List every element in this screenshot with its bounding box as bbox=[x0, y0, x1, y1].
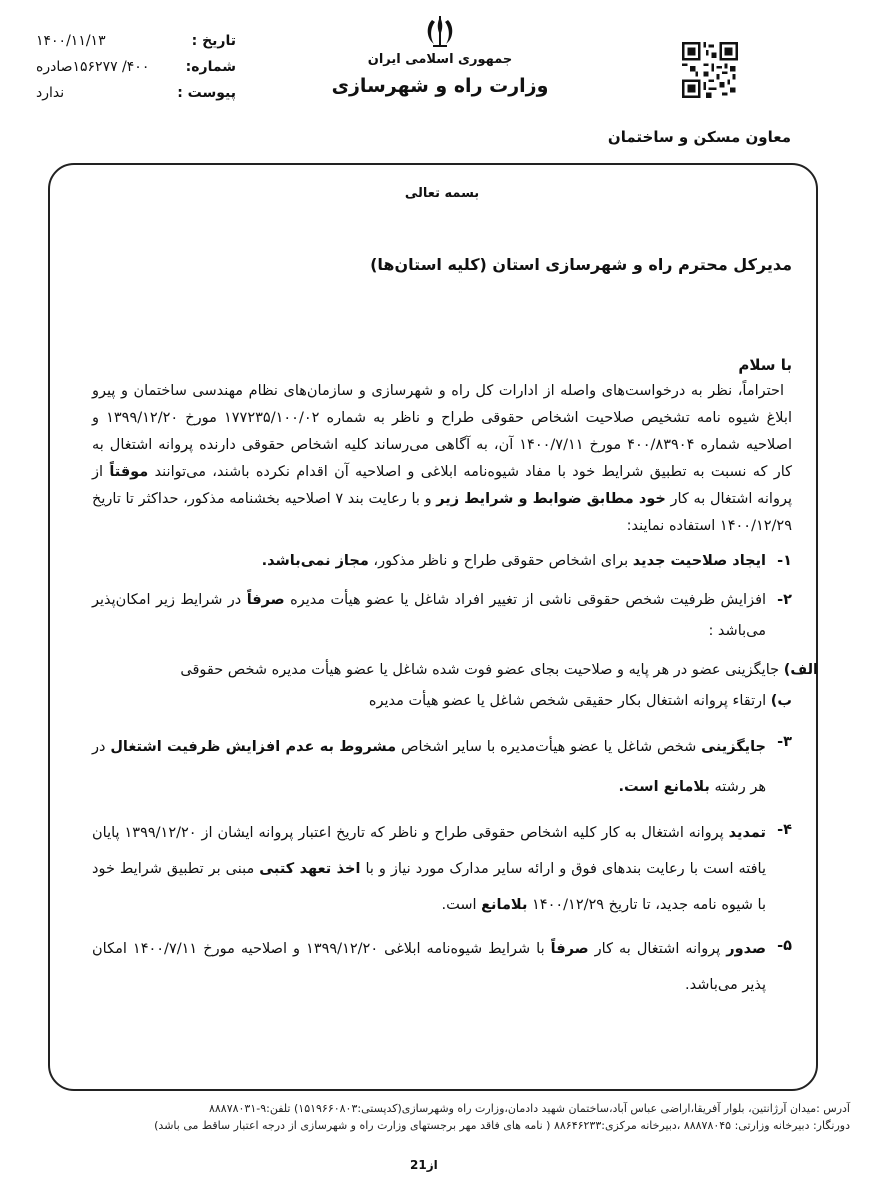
letter-footer bbox=[30, 1100, 850, 1134]
item3-bold-1: جایگزینی bbox=[701, 739, 766, 755]
item3-bold-3: بلامانع است. bbox=[618, 779, 710, 795]
date-label: تاریخ : bbox=[191, 33, 236, 49]
item1-bold-1: ایجاد صلاحیت جدید bbox=[632, 553, 766, 569]
date-row bbox=[36, 28, 236, 54]
attachment-value: ندارد bbox=[36, 85, 65, 101]
intro-text-2: از پروانه اشتغال به کار bbox=[92, 464, 792, 507]
sub-item-b-label: ب) bbox=[770, 693, 792, 709]
number-row bbox=[36, 54, 236, 80]
list-item-4 bbox=[92, 815, 792, 923]
footer-address: آدرس :میدان آرژانتین، بلوار آفریقا،اراضی عباس آباد،ساختمان شهید دادمان،وزارت راه وشهرسازی(کدپستی:۱۵۱۹۶۶۰۸۰۳) تلفن:۹-۸۸۸۷۸۰۳۱ bbox=[208, 1102, 850, 1115]
item-number: ۴- bbox=[777, 822, 792, 838]
number-value: ۴۰۰/ ۱۵۶۲۷۷صادره bbox=[36, 59, 150, 75]
intro-text-1: احتراماً، نظر به درخواست‌های واصله از ادارات کل راه و شهرسازی و سازمان‌های نظام مهندسی ساختمان و پیرو ابلاغ شیوه نامه تشخیص صلاحیت اشخاص حقوقی طراح و ناظر به شماره ۱۷۷۲۳۵/۱۰۰/۰۲ مورخ ۱۳۹۹/۱۲/۲۰ و اصلاحیه شماره ۴۰۰/۸۳۹۰۴ مورخ ۱۴۰۰/۷/۱۱ آن، به آگاهی می‌رساند کلیه اشخاص حقوقی دارنده پروانه اشتغال به کار که نسبت به تطبیق شرایط خود با مفاد شیوه‌نامه ابلاغی و اصلاحیه آن اقدام نکرده باشند، می‌توانند bbox=[92, 383, 793, 480]
bismillah: بسمه تعالی bbox=[404, 186, 480, 201]
qr-code-icon bbox=[682, 42, 738, 98]
item5-bold-1: صدور bbox=[726, 941, 767, 957]
page-number: 2از1 bbox=[410, 1158, 438, 1172]
sub-item-a-text: جایگزینی عضو در هر پایه و صلاحیت بجای عضو فوت شده شاغل یا عضو هیأت مدیره شخص حقوقی bbox=[180, 662, 780, 678]
sub-item-a-label: الف) bbox=[783, 662, 818, 678]
item4-bold-1: تمدید bbox=[728, 825, 767, 841]
list-item-1 bbox=[92, 546, 792, 577]
item5-text-1: پروانه اشتغال به کار bbox=[594, 941, 721, 957]
item3-text-2: در هر رشته bbox=[92, 739, 766, 795]
number-label: شماره: bbox=[185, 59, 236, 75]
letter-meta bbox=[36, 28, 236, 106]
intro-paragraph bbox=[92, 378, 792, 540]
item-number: ۲- bbox=[777, 592, 792, 608]
salutation: با سلام bbox=[738, 356, 792, 374]
attachment-label: پیوست : bbox=[177, 85, 236, 101]
item2-bold-1: صرفاً bbox=[246, 592, 285, 608]
item5-text-2: با شرایط شیوه‌نامه ابلاغی ۱۳۹۹/۱۲/۲۰ و اصلاحیه مورخ ۱۴۰۰/۷/۱۱ امکان پذیر می‌باشد. bbox=[92, 941, 766, 993]
item-number: ۳- bbox=[777, 734, 792, 750]
item4-text-1: پروانه اشتغال به کار کلیه اشخاص حقوقی طراح و ناظر که تاریخ اعتبار پروانه ایشان از ۱۳۹۹/۱۲/۲۰ پایان یافته است با رعایت بندهای فوق و ارائه سایر مدارک مورد نیاز و با bbox=[92, 825, 767, 877]
item4-bold-2: اخذ تعهد کتبی bbox=[259, 861, 361, 877]
item-number: ۵- bbox=[777, 938, 792, 954]
item4-text-3: است. bbox=[441, 897, 477, 913]
sub-item-a bbox=[92, 655, 818, 686]
sub-item-b bbox=[92, 686, 792, 717]
item5-bold-2: صرفاً bbox=[550, 941, 589, 957]
intro-bold-1: موقتاً bbox=[109, 464, 149, 480]
item3-bold-2: مشروط به عدم افزایش ظرفیت اشتغال bbox=[110, 739, 397, 755]
item4-text-2: مبنی بر تطبیق شرایط خود با شیوه نامه جدید، تا تاریخ ۱۴۰۰/۱۲/۲۹ bbox=[92, 861, 766, 913]
letter-body bbox=[92, 186, 818, 1011]
government-name: جمهوری اسلامی ایران bbox=[367, 52, 513, 67]
list-item-2 bbox=[92, 585, 792, 647]
intro-bold-2: خود مطابق ضوابط و شرایط زیر bbox=[436, 491, 666, 507]
item2-text-2: در شرایط زیر امکان‌پذیر می‌باشد : bbox=[92, 592, 766, 639]
letterhead bbox=[330, 14, 550, 97]
deputy-title: معاون مسکن و ساختمان bbox=[607, 128, 791, 146]
addressee: مدیرکل محترم راه و شهرسازی استان (کلیه استان‌ها) bbox=[370, 255, 792, 274]
attachment-row bbox=[36, 80, 236, 106]
list-item-3 bbox=[92, 727, 792, 807]
iran-emblem-icon bbox=[423, 14, 457, 50]
list-item-5 bbox=[92, 931, 792, 1003]
intro-text-3: و با رعایت بند ۷ اصلاحیه بخشنامه مذکور، حداکثر تا تاریخ ۱۴۰۰/۱۲/۲۹ استفاده نمایند: bbox=[92, 491, 792, 534]
item-number: ۱- bbox=[777, 553, 792, 569]
item3-text-1: شخص شاغل یا عضو هیأت‌مدیره با سایر اشخاص bbox=[400, 739, 697, 755]
item2-text-1: افزایش ظرفیت شخص حقوقی ناشی از تغییر افراد شاغل یا عضو هیأت مدیره bbox=[290, 592, 767, 608]
footer-fax: دورنگار: دبیرخانه وزارتی: ۸۸۸۷۸۰۴۵ ،دبیرخانه مرکزی:۸۸۶۴۶۲۳۳ ( نامه های فاقد مهر برجستهای وزارت راه و شهرسازی از درجه اعتبار ساقط می باشد) bbox=[154, 1119, 850, 1132]
item4-bold-3: بلامانع bbox=[481, 897, 528, 913]
sub-item-b-text: ارتقاء پروانه اشتغال بکار حقیقی شخص شاغل یا عضو هیأت مدیره bbox=[368, 693, 767, 709]
date-value: ۱۴۰۰/۱۱/۱۳ bbox=[36, 33, 106, 49]
item1-bold-2: مجاز نمی‌باشد. bbox=[261, 553, 369, 569]
item1-text-1: برای اشخاص حقوقی طراح و ناظر مذکور، bbox=[373, 553, 629, 569]
ministry-name: وزارت راه و شهرسازی bbox=[331, 75, 549, 97]
